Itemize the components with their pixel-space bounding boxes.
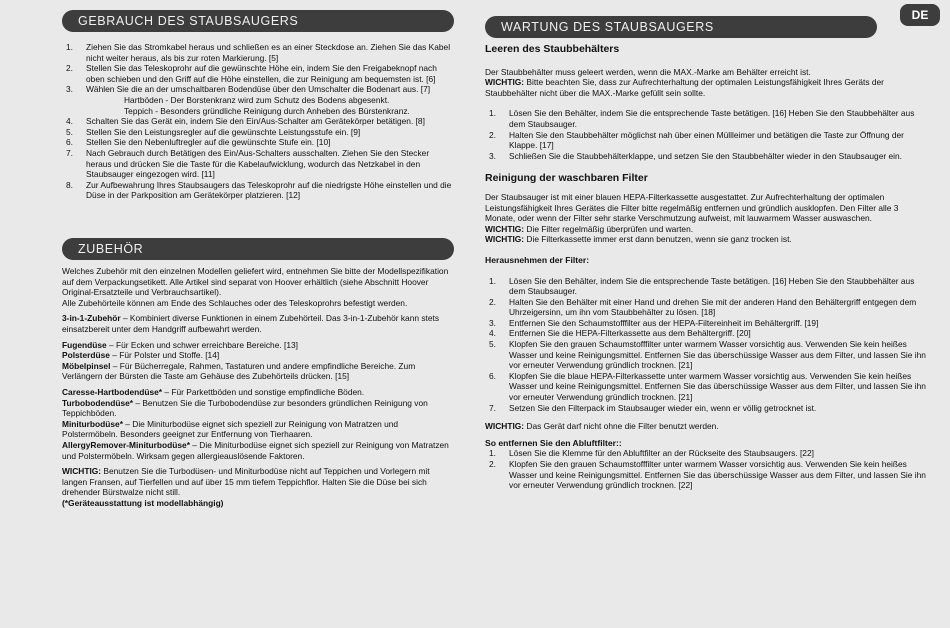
maintenance-section-title: WARTUNG DES STAUBSAUGERS: [485, 16, 877, 38]
usage-step-5: 5. Stellen Sie den Leistungsregler auf die gewünschte Leistungsstufe ein. [9]: [66, 126, 361, 137]
exhaust-steps: [485, 448, 930, 490]
usage-step-7: 7. Nach Gebrauch durch Betätigen des Ein/Aus-Schalters ausschalten. Ziehen Sie den Stecker heraus und drücken Sie die Taste für die Kabelaufwicklung, wodurch das Netzkabel in den Staubsauger eingezogen wird. [11]: [66, 147, 430, 180]
maintenance-text: [485, 44, 930, 491]
empty-step-2: 2. Halten Sie den Staubbehälter möglichst nah über einen Müllleimer und betätigen die Taste zur Öffnung der Klappe. [17]: [489, 129, 904, 151]
remove-step-2: 2. Halten Sie den Behälter mit einer Hand und drehen Sie mit der anderen Hand den Behältergriff entgegen dem Uhrzeigersinn, um ihn vom Staubbehälter zu lösen. [18]: [489, 296, 917, 318]
acc-optional: Caresse-Hartbodendüse* – Für Parkettböden und sonstige empfindliche Böden. Turbobodendüse* – Benutzen Sie die Turbobodendüse zur besonders gründlichen Reinigung von Teppichböden. Miniturbodüse* – Die Miniturbodüse eignet sich speziell zur Reinigung von Matratzen und Polstermöbeln. Besonders geeignet zur Entfernung von Tierhaaren. AllergyRemover-Miniturbodüse* – Die Miniturbodüse eignet sich speziell zur Reinigung von Matratzen und Polstermöbeln. Wirksam gegen allergieauslösende Faktoren.: [62, 386, 449, 461]
remove-heading: Herausnehmen der Filter:: [485, 254, 590, 265]
exhaust-heading: So entfernen Sie den Abluftfilter::: [485, 437, 622, 448]
acc-warning: WICHTIG: Benutzen Sie die Turbodüsen- und Miniturbodüse nicht auf Teppichen und Vorlegern mit langen Fransen, auf Tierfellen und auf über 15 mm tiefem Teppichflor. Halten Sie die Düse bei sich drehender Bürstwalze nicht still. (*Geräteausstattung ist modellabhängig): [62, 466, 430, 508]
usage-step-6: 6. Stellen Sie den Nebenluftregler auf die gewünschte Stufe ein. [10]: [66, 137, 331, 148]
usage-step-3: 3. Wählen Sie die an der umschaltbaren Bodendüse über den Umschalter die Bodenart aus. [7] Hartböden - Der Borstenkranz wird zum Schutz des Bodens abgesenkt. Teppich - Besonders gründliche Reinigung durch Anheben des Bürstenkranz.: [62, 84, 454, 116]
language-badge: DE: [900, 4, 940, 26]
filter-intro: Der Staubsauger ist mit einer blauen HEPA-Filterkassette ausgestattet. Zur Aufrechterhaltung der optimalen Leistungsfähigkeit Ihres Gerätes die Filter bitte regelmäßig entfernen und gründlich ausklopfen. Den Filter alle 3 Monate, oder wenn der Filter sehr starke Verschmutzung aufweist, mit lauwarmem Wasser auswaschen. WICHTIG: Die Filter regelmäßig überprüfen und warten. WICHTIG: Die Filterkassette immer erst dann benutzen, wenn sie ganz trocken ist.: [485, 191, 899, 245]
usage-steps: [62, 42, 454, 201]
usage-sub-hard-floor: Hartböden - Der Borstenkranz wird zum Schutz des Bodens abgesenkt.: [124, 94, 390, 105]
remove-step-3: 3. Entfernen Sie den Schaumstofffilter aus der HEPA-Filtereinheit im Behältergriff. [19]: [489, 317, 819, 328]
remove-step-7: 7. Setzen Sie den Filterpack im Staubsauger wieder ein, wenn er völlig getrocknet ist.: [489, 402, 817, 413]
empty-steps: [485, 108, 930, 161]
usage-step-8: 8. Zur Aufbewahrung Ihres Staubsaugers das Teleskoprohr auf die niedrigste Höhe einstellen und die Düse in der Parkposition am Gerätekörper platzieren. [12]: [66, 179, 452, 201]
accessories-text: [62, 266, 454, 513]
empty-step-1: 1. Lösen Sie den Behälter, indem Sie die entsprechende Taste betätigen. [16] Heben Sie den Staubbehälter aus dem Staubsauger.: [489, 108, 915, 129]
usage-section-title: GEBRAUCH DES STAUBSAUGERS: [62, 10, 454, 32]
right-page: [475, 0, 950, 628]
remove-step-1: 1. Lösen Sie den Behälter, indem Sie die entsprechende Taste betätigen. [16] Heben Sie den Staubbehälter aus dem Staubsauger.: [489, 275, 915, 297]
empty-step-3: 3. Schließen Sie die Staubbehälterklappe, und setzen Sie den Staubbehälter wieder in den Staubsauger ein.: [489, 150, 902, 161]
remove-steps: [485, 276, 930, 414]
usage-sub-carpet: Teppich - Besonders gründliche Reinigung durch Anheben des Bürstenkranz.: [124, 105, 410, 116]
exhaust-step-2: 2. Klopfen Sie den grauen Schaumstofffilter unter warmem Wasser vorsichtig aus. Verwenden Sie kein heißes Wasser und keine Reinigungsmittel. Entfernen Sie das überschüssige Wasser aus dem Filter, und lassen Sie ihn vor erneuter Verwendung gründlich trocknen. [22]: [489, 459, 926, 491]
accessories-section-title: ZUBEHÖR: [62, 238, 454, 260]
remove-step-5: 5. Klopfen Sie den grauen Schaumstofffilter unter warmem Wasser vorsichtig aus. Verwenden Sie kein heißes Wasser und keine Reinigungsmittel. Entfernen Sie das überschüssige Wasser aus dem Filter, und lassen Sie ihn vor erneuter Verwendung gründlich trocknen. [21]: [489, 339, 926, 371]
acc-tools: Fugendüse – Für Ecken und schwer erreichbare Bereiche. [13] Polsterdüse – Für Polster und Stoffe. [14] Möbelpinsel – Für Bücherregale, Rahmen, Tastaturen und andere empfindliche Bereiche. Zum Verlängern der Bürsten die Taste am Gehäuse des Zubehörteils drücken. [15]: [62, 339, 416, 382]
empty-heading: Leeren des Staubbehälters: [485, 43, 620, 55]
remove-warning: WICHTIG: Das Gerät darf nicht ohne die Filter benutzt werden.: [485, 421, 719, 432]
filter-heading: Reinigung der waschbaren Filter: [485, 172, 648, 185]
usage-step-1: 1. Ziehen Sie das Stromkabel heraus und schließen es an einer Steckdose an. Ziehen Sie das Kabel nicht weiter heraus, als bis zur roten Markierung. [5]: [66, 42, 451, 63]
empty-intro: Der Staubbehälter muss geleert werden, wenn die MAX.-Marke am Behälter erreicht ist. WICHTIG: Bitte beachten Sie, dass zur Aufrechterhaltung der optimalen Leistungsfähigkeit Ihres Geräts der Staubbehälter nicht über die MAX.-Marke gefüllt sein sollte.: [485, 66, 884, 98]
acc-intro: Welches Zubehör mit den einzelnen Modellen geliefert wird, entnehmen Sie bitte der Modellspezifikation auf dem Verpackungsetikett. Alle Artikel sind separat von Hoover erhältlich (siehe Abschnitt Hoover Original-Ersatzteile und Verbrauchsartikel). Alle Zubehörteile können am Ende des Schlauches oder des Teleskoprohrs befestigt werden.: [62, 266, 449, 308]
exhaust-step-1: 1. Lösen Sie die Klemme für den Abluftfilter an der Rückseite des Staubsaugers. [22]: [489, 448, 814, 459]
usage-step-4: 4. Schalten Sie das Gerät ein, indem Sie den Ein/Aus-Schalter am Gerätekörper betätigen. [8]: [66, 116, 425, 127]
remove-step-4: 4. Entfernen Sie die HEPA-Filterkassette aus dem Behältergriff. [20]: [489, 328, 751, 339]
acc-3in1: 3-in-1-Zubehör – Kombiniert diverse Funktionen in einem Zubehörteil. Das 3-in-1-Zubehör kann stets einsatzbereit unter dem Handgriff aufbewahrt werden.: [62, 313, 440, 334]
usage-step-2: 2. Stellen Sie das Teleskoprohr auf die gewünschte Höhe ein, indem Sie den Freigabeknopf nach oben schieben und den Griff auf die Höhe einstellen, die zur Reinigung am bequemsten ist. [6]: [66, 63, 437, 84]
remove-step-6: 6. Klopfen Sie die blaue HEPA-Filterkassette unter warmem Wasser vorsichtig aus. Verwenden Sie kein heißes Wasser und keine Reinigungsmittel. Entfernen Sie das überschüssige Wasser aus dem Filter, und lassen Sie ihn vor erneuter Verwendung gründlich trocknen. [21]: [489, 370, 926, 403]
